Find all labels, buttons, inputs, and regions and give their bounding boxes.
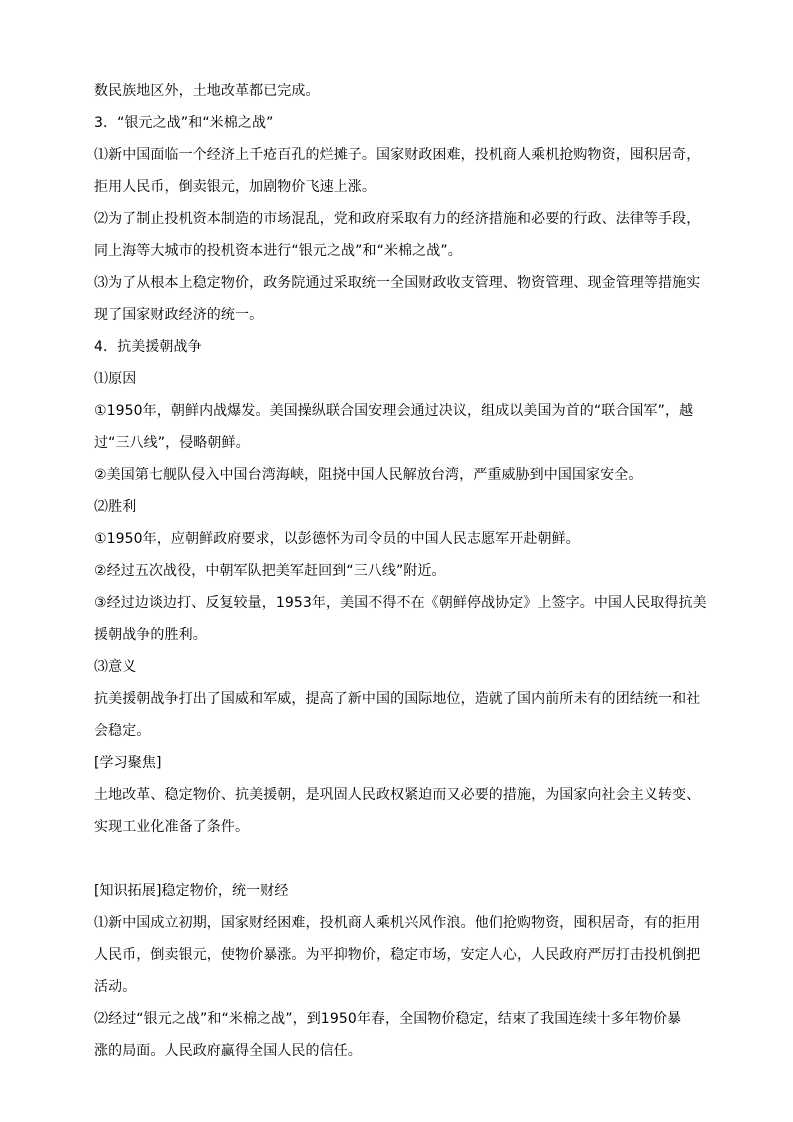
section-heading: 4．抗美援朝战争 — [94, 339, 202, 355]
text-line: ②美国第七舰队侵入中国台湾海峡，阻挠中国人民解放台湾，严重威胁到中国国家安全。 — [94, 467, 643, 483]
text-line: ⑶为了从根本上稳定物价，政务院通过采取统一全国财政收支管理、物资管理、现金管理等措施实 — [94, 275, 701, 291]
text-line: ⑴新中国面临一个经济上千疮百孔的烂摊子。国家财政困难，投机商人乘机抢购物资，囤积居奇， — [94, 147, 701, 163]
text-line: ①1950年，朝鲜内战爆发。美国操纵联合国安理会通过决议，组成以美国为首的“联合国军”，越 — [94, 403, 694, 419]
text-line: 援朝战争的胜利。 — [94, 627, 207, 643]
text-line: 抗美援朝战争打出了国威和军威，提高了新中国的国际地位，造就了国内前所未有的团结统一和社 — [94, 691, 701, 707]
text-line: ①1950年，应朝鲜政府要求，以彭德怀为司令员的中国人民志愿军开赴朝鲜。 — [94, 531, 580, 547]
text-line: 同上海等大城市的投机资本进行“银元之战”和“米棉之战”。 — [94, 243, 462, 259]
text-line: 活动。 — [94, 979, 137, 995]
text-line: ⑴新中国成立初期，国家财经困难，投机商人乘机兴风作浪。他们抢购物资，囤积居奇，有的拒用 — [94, 915, 701, 931]
text-line: 实现工业化准备了条件。 — [94, 819, 250, 835]
section-heading: 3．“银元之战”和“米棉之战” — [94, 115, 274, 131]
text-line: ②经过五次战役，中朝军队把美军赶回到“三八线”附近。 — [94, 563, 446, 579]
subsection-heading: ⑵胜利 — [94, 499, 137, 515]
text-line: ⑵经过“银元之战”和“米棉之战”，到1950年春，全国物价稳定，结束了我国连续十多年物价暴 — [94, 1011, 682, 1027]
extension-heading: [知识拓展]稳定物价，统一财经 — [94, 883, 289, 899]
text-line: 数民族地区外，土地改革都已完成。 — [94, 83, 320, 99]
text-line: 人民币，倒卖银元，使物价暴涨。为平抑物价，稳定市场，安定人心，人民政府严厉打击投机倒把 — [94, 947, 701, 963]
text-line: ③经过边谈边打、反复较量，1953年，美国不得不在《朝鲜停战协定》上签字。中国人民取得抗美 — [94, 595, 707, 611]
text-line: ⑵为了制止投机资本制造的市场混乱，党和政府采取有力的经济措施和必要的行政、法律等手段， — [94, 211, 701, 227]
document-body — [94, 75, 706, 1067]
blank-line — [94, 843, 706, 875]
subsection-heading: ⑴原因 — [94, 371, 137, 387]
focus-heading: [学习聚焦] — [94, 755, 162, 771]
subsection-heading: ⑶意义 — [94, 659, 137, 675]
text-line: 土地改革、稳定物价、抗美援朝，是巩固人民政权紧迫而又必要的措施，为国家向社会主义转变、 — [94, 787, 701, 803]
text-line: 现了国家财政经济的统一。 — [94, 307, 264, 323]
text-line: 会稳定。 — [94, 723, 151, 739]
text-line: 过“三八线”，侵略朝鲜。 — [94, 435, 250, 451]
text-line: 拒用人民币，倒卖银元，加剧物价飞速上涨。 — [94, 179, 376, 195]
text-line: 涨的局面。人民政府赢得全国人民的信任。 — [94, 1043, 362, 1059]
